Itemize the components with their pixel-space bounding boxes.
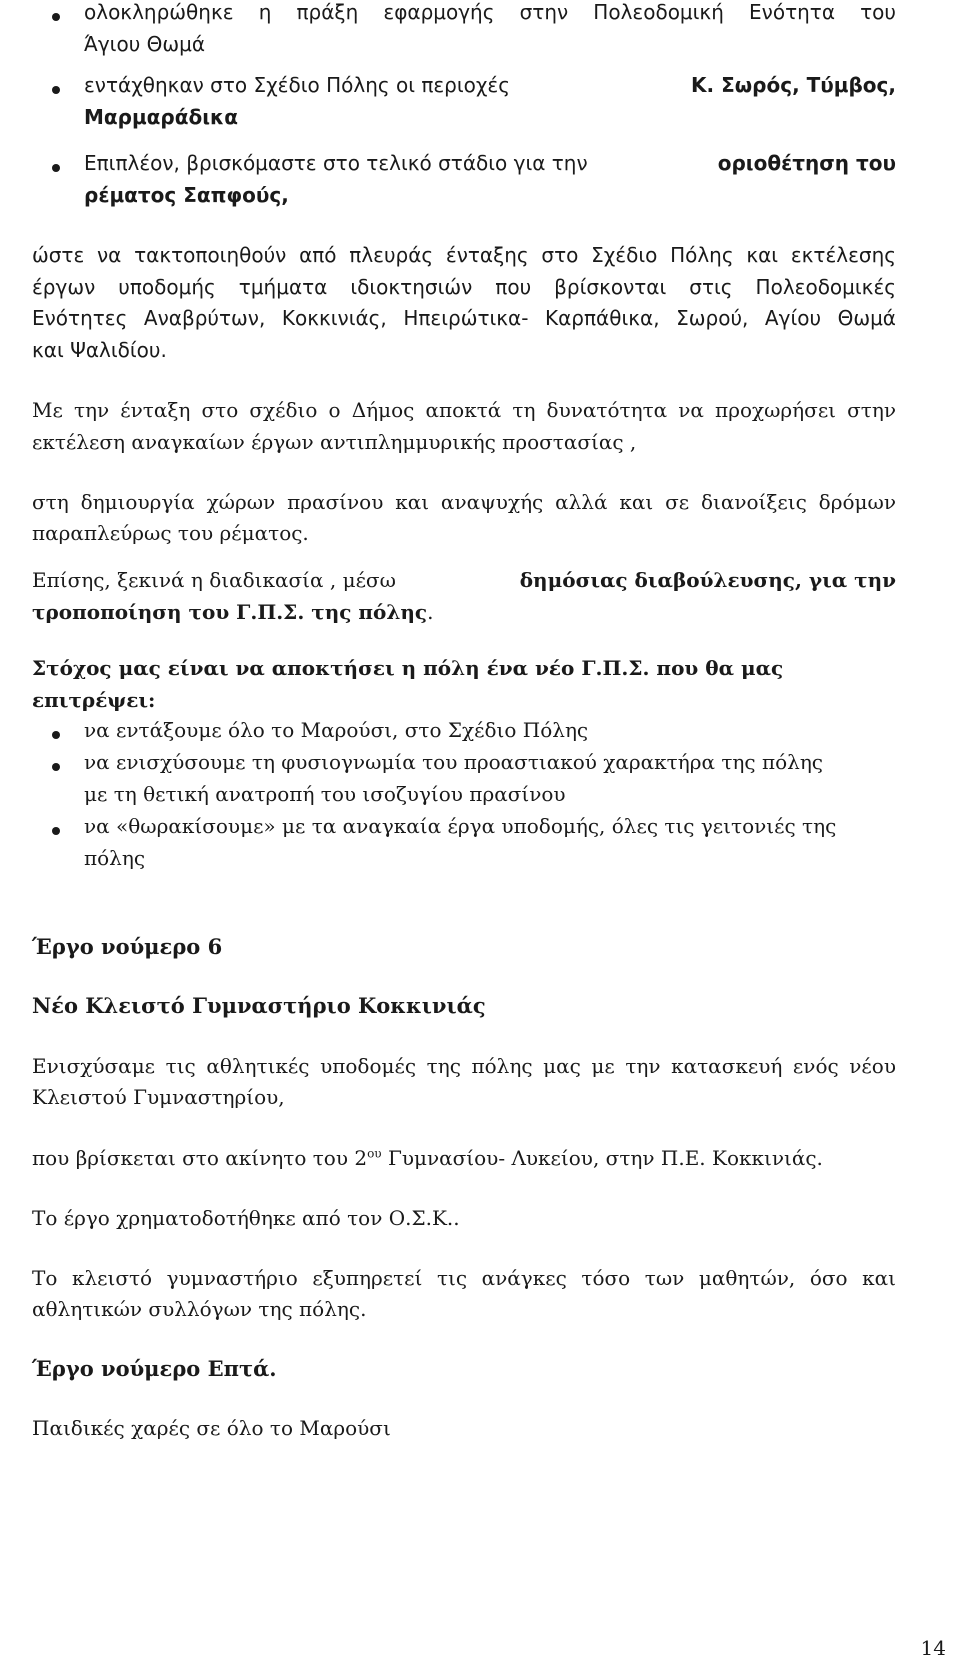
paragraph-2-line: εκτέλεση αναγκαίων έργων αντιπλημμυρικής προστασίας , [32,430,637,454]
project-6-title: Νέο Κλειστό Γυμναστήριο Κοκκινιάς [32,993,486,1018]
paragraph-3-line: παραπλεύρως του ρέματος. [32,521,309,545]
project-6-paragraph-2 [32,1146,823,1170]
bullet-icon [52,86,60,94]
bullet-icon [52,13,60,21]
bullet-3-line-1 [84,151,896,175]
bullet-icon [52,731,60,739]
bullet-2-line-2: Μαρμαράδικα [84,105,238,129]
paragraph-4-line-2 [32,600,433,624]
bullet-icon [52,763,60,771]
project-7-text: Παιδικές χαρές σε όλο το Μαρούσι [32,1416,391,1440]
paragraph-1-line: ώστε να τακτοποιηθούν από πλευράς ένταξης στο Σχέδιο Πόλης και εκτέλεσης [32,243,896,267]
p2-after: Γυμνασίου- Λυκείου, στην Π.Ε. Κοκκινιάς. [381,1146,823,1170]
project-6-paragraph-4-line-1: Το κλειστό γυμναστήριο εξυπηρετεί τις ανάγκες τόσο των μαθητών, όσο και [32,1266,896,1290]
bullet-2-line-1 [84,73,896,97]
paragraph-4-period: . [427,600,434,624]
bullet-icon [52,827,60,835]
project-6-paragraph-1-line-1: Ενισχύσαμε τις αθλητικές υποδομές της πόλης μας με την κατασκευή ενός νέου [32,1054,896,1078]
bullet-icon [52,164,60,172]
bullet-1-line-1: ολοκληρώθηκε η πράξη εφαρμογής στην Πολεοδομική Ενότητα του [84,0,896,24]
bullet-2-normal-text: εντάχθηκαν στο Σχέδιο Πόλης οι περιοχές [84,73,510,97]
goal-line-1: Στόχος μας είναι να αποκτήσει η πόλη ένα νέο Γ.Π.Σ. που θα μας [32,656,784,680]
goal-bullet-2-line-2: με τη θετική ανατροπή του ισοζυγίου πρασίνου [84,782,566,806]
paragraph-4-line-1 [32,568,896,592]
project-6-paragraph-1-line-2: Κλειστού Γυμναστηρίου, [32,1085,285,1109]
paragraph-1-line: έργων υποδομής τμήματα ιδιοκτησιών που βρίσκονται στις Πολεοδομικές [32,275,896,299]
page-number: 14 [920,1636,946,1660]
project-6-heading: Έργο νούμερο 6 [32,934,223,959]
p2-before: που βρίσκεται στο ακίνητο του 2 [32,1146,368,1170]
goal-line-2: επιτρέψει: [32,688,156,712]
bullet-2-bold-text: Κ. Σωρός, Τύμβος, [691,73,896,97]
bullet-1-line-2: Άγιου Θωμά [84,32,206,56]
bullet-3-line-2: ρέματος Σαπφούς, [84,183,289,207]
goal-bullet-1: να εντάξουμε όλο το Μαρούσι, στο Σχέδιο Πόλης [84,718,589,742]
paragraph-1-line: και Ψαλιδίου. [32,338,167,362]
bullet-3-normal-text: Επιπλέον, βρισκόμαστε στο τελικό στάδιο για την [84,151,588,175]
goal-bullet-3-line-2: πόλης [84,846,146,870]
paragraph-2-line: Με την ένταξη στο σχέδιο ο Δήμος αποκτά τη δυνατότητα να προχωρήσει στην [32,398,896,422]
project-6-paragraph-4-line-2: αθλητικών συλλόγων της πόλης. [32,1297,367,1321]
paragraph-4-bold-end: τροποποίηση του Γ.Π.Σ. της πόλης [32,600,428,624]
goal-bullet-2-line-1: να ενισχύσουμε τη φυσιογνωμία του προαστιακού χαρακτήρα της πόλης [84,750,824,774]
bullet-3-bold-text: οριοθέτηση του [717,151,896,175]
paragraph-4-normal-text: Επίσης, ξεκινά η διαδικασία , μέσω [32,568,396,592]
project-6-paragraph-3: Το έργο χρηματοδοτήθηκε από τον Ο.Σ.Κ.. [32,1206,460,1230]
paragraph-4-bold-text: δημόσιας διαβούλευσης, για την [519,568,896,592]
paragraph-1-line: Ενότητες Αναβρύτων, Κοκκινιάς, Ηπειρώτικα- Καρπάθικα, Σωρού, Αγίου Θωμά [32,306,896,330]
goal-bullet-3-line-1: να «θωρακίσουμε» με τα αναγκαία έργα υποδομής, όλες τις γειτονιές της [84,814,837,838]
project-7-heading: Έργο νούμερο Επτά. [32,1356,277,1381]
p2-superscript: ου [367,1146,382,1161]
paragraph-3-line: στη δημιουργία χώρων πρασίνου και αναψυχής αλλά και σε διανοίξεις δρόμων [32,490,896,514]
